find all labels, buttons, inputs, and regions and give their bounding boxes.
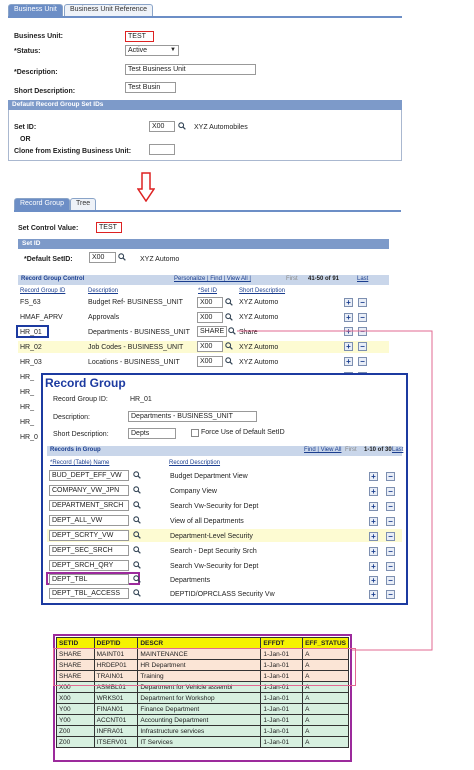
search-icon[interactable]	[133, 561, 141, 569]
row-id: HR_	[20, 404, 35, 411]
rg-grid-first[interactable]: First	[345, 447, 357, 453]
search-icon[interactable]	[118, 253, 126, 261]
row-short: XYZ Automo	[239, 299, 279, 306]
delete-row-button[interactable]: −	[386, 517, 395, 526]
table-cell: MAINTENANCE	[138, 649, 261, 660]
header-cell: DESCR	[138, 638, 261, 649]
search-icon[interactable]	[225, 298, 233, 306]
chevron-down-icon: ▼	[170, 47, 176, 53]
delete-row-button[interactable]: −	[386, 472, 395, 481]
setid-label: Set ID:	[14, 124, 37, 131]
search-icon[interactable]	[178, 122, 186, 130]
record-description: Company View	[170, 488, 217, 495]
business-unit-label: Business Unit:	[14, 33, 64, 40]
record-name-field[interactable]: DEPT_SCRTY_VW	[49, 530, 129, 541]
table-cell: FINAN01	[94, 704, 138, 715]
row-short: Share	[239, 329, 258, 336]
table-cell: X00	[57, 682, 95, 693]
delete-row-button[interactable]: −	[386, 487, 395, 496]
table-cell: Department for Workshop	[138, 693, 261, 704]
add-row-button[interactable]: +	[369, 532, 378, 541]
table-cell: A	[303, 660, 349, 671]
table-cell: X00	[57, 693, 95, 704]
table-cell: ACCNT01	[94, 715, 138, 726]
delete-row-button[interactable]: −	[386, 576, 395, 585]
search-icon[interactable]	[133, 501, 141, 509]
force-default-checkbox[interactable]	[191, 429, 199, 437]
default-setid-field[interactable]: X00	[89, 252, 116, 263]
tab-business-unit[interactable]: Business Unit	[8, 4, 63, 16]
table-cell: 1-Jan-01	[261, 715, 303, 726]
record-name-field[interactable]: COMPANY_VW_JPN	[49, 485, 129, 496]
add-row-button[interactable]: +	[369, 472, 378, 481]
col-description[interactable]: Description	[88, 288, 119, 294]
row-short: XYZ Automo	[239, 359, 279, 366]
search-icon[interactable]	[133, 516, 141, 524]
table-cell: ASMBL01	[94, 682, 138, 693]
records-in-group-header	[47, 446, 402, 456]
record-name-field[interactable]: DEPT_TBL_ACCESS	[49, 588, 129, 599]
table-cell: HRDEP01	[94, 660, 138, 671]
record-description: DEPTID/OPRCLASS Security Vw	[170, 591, 275, 598]
tab-underline-2	[14, 210, 401, 212]
row-desc: Locations - BUSINESS_UNIT	[88, 359, 180, 366]
table-cell: IT Services	[138, 737, 261, 748]
rg-grid-title: Records in Group	[50, 447, 101, 453]
record-description: Budget Department View	[170, 473, 248, 480]
record-description: Search Vw-Security for Dept	[170, 563, 259, 570]
add-row-button[interactable]: +	[344, 313, 353, 322]
table-cell: HR Department	[138, 660, 261, 671]
add-row-button[interactable]: +	[344, 342, 353, 351]
record-name-field[interactable]: DEPARTMENT_SRCH	[49, 500, 129, 511]
delete-row-button[interactable]: −	[358, 357, 367, 366]
table-cell: A	[303, 693, 349, 704]
record-name-field[interactable]: BUD_DEPT_EFF_VW	[49, 470, 129, 481]
grid-first[interactable]: First	[286, 276, 298, 282]
default-setid-description: XYZ Automo	[140, 256, 180, 263]
delete-row-button[interactable]: −	[358, 298, 367, 307]
record-description: Search Vw-Security for Dept	[170, 503, 259, 510]
record-name-field[interactable]: DEPT_SRCH_QRY	[49, 560, 129, 571]
search-icon[interactable]	[228, 327, 236, 335]
record-group-control-header	[18, 275, 389, 285]
table-cell: A	[303, 704, 349, 715]
row-id: HMAF_APRV	[20, 314, 63, 321]
header-cell: EFF_STATUS	[303, 638, 349, 649]
rg-id-label: Record Group ID:	[53, 396, 108, 403]
delete-row-button[interactable]: −	[386, 532, 395, 541]
record-name-field[interactable]: DEPT_SEC_SRCH	[49, 545, 129, 556]
setid-description: XYZ Automobiles	[194, 124, 248, 131]
status-label: *Status:	[14, 48, 41, 55]
col-record-group-id[interactable]: Record Group ID	[20, 288, 66, 294]
delete-row-button[interactable]: −	[358, 342, 367, 351]
row-id: HR_01	[20, 329, 42, 336]
rg-description-field[interactable]: Departments - BUSINESS_UNIT	[128, 411, 257, 422]
table-cell: SHARE	[57, 649, 95, 660]
rg-short-field[interactable]: Depts	[128, 428, 176, 439]
search-icon[interactable]	[133, 546, 141, 554]
row-desc: Approvals	[88, 314, 120, 321]
table-cell: 1-Jan-01	[261, 704, 303, 715]
table-cell: 1-Jan-01	[261, 682, 303, 693]
table-cell: 1-Jan-01	[261, 649, 303, 660]
default-setid-label: *Default SetID:	[24, 256, 73, 263]
table-cell: Department for Vehicle assembl	[138, 682, 261, 693]
rg-grid-last[interactable]: Last	[392, 447, 404, 453]
col-record-table-name[interactable]: *Record (Table) Name	[50, 460, 110, 466]
add-row-button[interactable]: +	[369, 576, 378, 585]
search-icon[interactable]	[133, 531, 141, 539]
add-row-button[interactable]: +	[369, 487, 378, 496]
add-row-button[interactable]: +	[369, 547, 378, 556]
row-desc: Job Codes - BUSINESS_UNIT	[88, 344, 184, 351]
add-row-button[interactable]: +	[369, 517, 378, 526]
table-cell: Infrastructure services	[138, 726, 261, 737]
row-id: HR_03	[20, 359, 42, 366]
force-default-label: Force Use of Default SetID	[201, 429, 285, 436]
business-unit-value: TEST	[125, 31, 154, 42]
tab-tree[interactable]: Tree	[70, 198, 96, 210]
table-row	[57, 737, 349, 748]
table-cell: A	[303, 715, 349, 726]
table-cell: MAINT01	[94, 649, 138, 660]
table-cell: SHARE	[57, 660, 95, 671]
arrow-down-icon	[137, 172, 155, 202]
table-cell: Z00	[57, 737, 95, 748]
record-group-title: Record Group	[45, 376, 126, 390]
set-control-value: TEST	[96, 222, 122, 233]
add-row-button[interactable]: +	[344, 298, 353, 307]
record-name-field[interactable]: DEPT_TBL	[49, 574, 129, 585]
col-short-description[interactable]: Short Description	[239, 288, 286, 294]
grid-range: 41-50 of 91	[308, 276, 340, 282]
table-cell: Finance Department	[138, 704, 261, 715]
table-cell: A	[303, 682, 349, 693]
search-icon[interactable]	[133, 589, 141, 597]
delete-row-button[interactable]: −	[386, 502, 395, 511]
record-description: View of all Departments	[170, 518, 244, 525]
search-icon[interactable]	[225, 313, 233, 321]
row-desc: Departments - BUSINESS_UNIT	[88, 329, 190, 336]
delete-row-button[interactable]: −	[386, 562, 395, 571]
row-desc: Budget Ref- BUSINESS_UNIT	[88, 299, 183, 306]
rg-description-label: Description:	[53, 414, 90, 421]
rg-grid-range: 1-10 of 30	[364, 447, 392, 453]
row-id: HR_0	[20, 434, 38, 441]
delete-row-button[interactable]: −	[386, 590, 395, 599]
or-label: OR	[20, 136, 31, 143]
description-label: *Description:	[14, 69, 58, 76]
setid-field[interactable]: X00	[149, 121, 175, 132]
description-field[interactable]: Test Business Unit	[125, 64, 256, 75]
table-cell: ITSERV01	[94, 737, 138, 748]
table-cell: Training	[138, 671, 261, 682]
status-value: Active	[128, 47, 148, 54]
share-rows-highlight	[53, 648, 356, 686]
table-cell: 1-Jan-01	[261, 671, 303, 682]
record-description: Department-Level Security	[170, 533, 253, 540]
table-cell: 1-Jan-01	[261, 726, 303, 737]
row-short: XYZ Automo	[239, 314, 279, 321]
row-id: HR_	[20, 419, 35, 426]
status-select[interactable]	[125, 45, 179, 56]
add-row-button[interactable]: +	[369, 562, 378, 571]
table-cell: A	[303, 671, 349, 682]
col-record-description[interactable]: Record Description	[169, 460, 221, 466]
search-icon[interactable]	[133, 471, 141, 479]
short-description-field[interactable]: Test Busin	[125, 82, 176, 93]
header-cell: DEPTID	[94, 638, 138, 649]
short-description-label: Short Description:	[14, 88, 76, 95]
table-cell: INFRA01	[94, 726, 138, 737]
rg-id-value: HR_01	[130, 396, 152, 403]
search-icon[interactable]	[133, 575, 141, 583]
table-row	[57, 693, 349, 704]
record-description: Departments	[170, 577, 211, 584]
record-description: Search - Dept Security Srch	[170, 548, 257, 555]
add-row-button[interactable]: +	[344, 357, 353, 366]
table-cell: WRKS01	[94, 693, 138, 704]
table-cell: Z00	[57, 726, 95, 737]
grid-nav-links[interactable]: Personalize | Find | View All |	[174, 276, 251, 282]
row-setid[interactable]: X00	[197, 297, 223, 308]
rg-short-label: Short Description:	[53, 431, 109, 438]
set-control-label: Set Control Value:	[18, 225, 79, 232]
row-id: HR_	[20, 389, 35, 396]
row-setid[interactable]: SHARE	[197, 326, 227, 337]
search-icon[interactable]	[225, 357, 233, 365]
table-cell: 1-Jan-01	[261, 660, 303, 671]
add-row-button[interactable]: +	[369, 590, 378, 599]
table-cell: Y00	[57, 715, 95, 726]
table-row	[57, 715, 349, 726]
setid-section-header: Set ID	[18, 239, 389, 249]
col-setid[interactable]: *Set ID	[198, 288, 218, 294]
delete-row-button[interactable]: −	[358, 327, 367, 336]
row-setid[interactable]: X00	[197, 356, 223, 367]
record-name-field[interactable]: DEPT_ALL_VW	[49, 515, 129, 526]
clone-field[interactable]	[149, 144, 175, 155]
table-row	[57, 726, 349, 737]
table-cell: TRAIN01	[94, 671, 138, 682]
table-cell: Y00	[57, 704, 95, 715]
table-cell: 1-Jan-01	[261, 693, 303, 704]
add-row-button[interactable]: +	[344, 327, 353, 336]
row-id: HR_02	[20, 344, 42, 351]
table-cell: A	[303, 649, 349, 660]
table-cell: A	[303, 726, 349, 737]
tab-business-unit-reference[interactable]: Business Unit Reference	[64, 4, 153, 16]
table-cell: Accounting Department	[138, 715, 261, 726]
header-cell: EFFDT	[261, 638, 303, 649]
table-cell: A	[303, 737, 349, 748]
row-short: XYZ Automo	[239, 344, 279, 351]
table-header-row	[57, 638, 349, 649]
row-id: HR_	[20, 374, 35, 381]
rg-grid-nav[interactable]: Find | View All	[304, 447, 342, 453]
grid-title: Record Group Control	[21, 276, 85, 282]
add-row-button[interactable]: +	[369, 502, 378, 511]
tab-underline	[8, 16, 402, 18]
tab-record-group[interactable]: Record Group	[14, 198, 70, 210]
table-cell: SHARE	[57, 671, 95, 682]
delete-row-button[interactable]: −	[386, 547, 395, 556]
table-row	[57, 704, 349, 715]
row-setid[interactable]: X00	[197, 312, 223, 323]
grid-last[interactable]: Last	[357, 276, 369, 282]
table-cell: 1-Jan-01	[261, 737, 303, 748]
clone-label: Clone from Existing Business Unit:	[14, 148, 132, 155]
search-icon[interactable]	[225, 342, 233, 350]
default-record-group-header: Default Record Group Set IDs	[8, 100, 402, 110]
header-cell: SETID	[57, 638, 95, 649]
search-icon[interactable]	[133, 486, 141, 494]
delete-row-button[interactable]: −	[358, 313, 367, 322]
row-id: FS_63	[20, 299, 41, 306]
row-setid[interactable]: X00	[197, 341, 223, 352]
